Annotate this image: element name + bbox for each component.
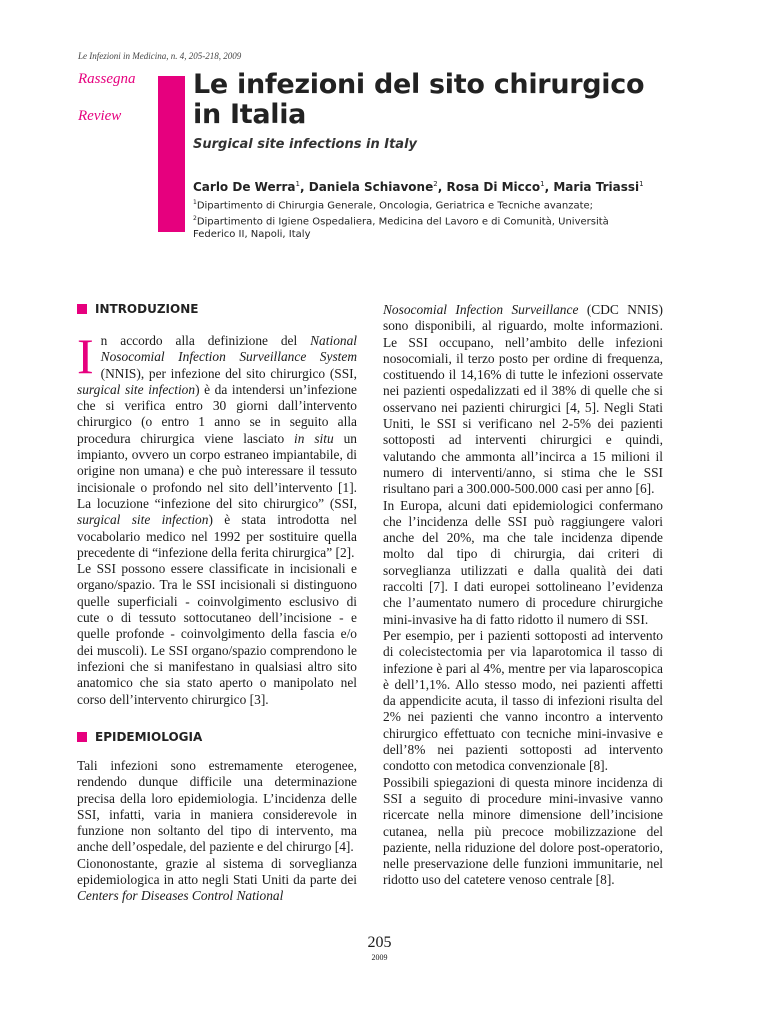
affiliation-1 bbox=[193, 197, 653, 213]
article-title bbox=[193, 70, 644, 130]
right-paragraph-2: In Europa, alcuni dati epidemiologici confermano che l’incidenza delle SSI può raggiungere valori anche del 20%, ma che tale incidenza dipende molto dal tipo di chirurgia, dai criteri di sorveglianza utilizzati e dalla qualità dei dati raccolti [7]. I dati europei sottolineano l’evidenza che l’aumentato numero di procedure chirurgiche mini-invasive ha di fatto ridotto il numero di SSI. bbox=[383, 497, 663, 627]
section-label-review: Review bbox=[78, 108, 122, 124]
intro-column bbox=[77, 328, 357, 708]
section-label-rassegna: Rassegna bbox=[78, 71, 136, 87]
page-number: 205 bbox=[367, 934, 392, 951]
epi-column bbox=[77, 758, 357, 905]
author-list: Carlo De Werra$^1$, Daniela Schiavone$^2$, Rosa Di Micco$^1$, Maria Triassi$^1$ bbox=[193, 180, 644, 194]
author-sup: 1 bbox=[639, 180, 644, 188]
title-line-1: Le infezioni del sito chirurgico bbox=[193, 69, 645, 100]
title-line-2: in Italia bbox=[193, 99, 307, 130]
intro-paragraph-2: Le SSI possono essere classificate in incisionali e organo/spazio. Tra le SSI incisionali si distinguono quelle superficiali - coinvolgimento esclusivo di cute o di tessuto sottocutaneo dell’incisione - e quelle profonde - coinvolgimento della fascia e/o dei muscoli). Le SSI organo/spazio comprendono le infezioni che si manifestano in qualsiasi altro sito anatomico che sia stato aperto o manipolato nel corso dell’intervento chirurgico [3]. bbox=[77, 561, 357, 707]
heading-text: EPIDEMIOLOGIA bbox=[95, 730, 203, 744]
heading-text: INTRODUZIONE bbox=[95, 302, 199, 316]
affiliation-sup: 2 bbox=[193, 214, 197, 222]
author-sup: 1 bbox=[295, 180, 300, 188]
epi-paragraph-1: Tali infezioni sono estremamente eterogenee, rendendo dunque difficile una determinazione precisa della loro epidemiologia. L’incidenza delle SSI, infatti, varia in maniera considerevole in funzione non soltanto del tipo di intervento, ma anche dell’ospedale, del paziente e del chirurgo [4]. bbox=[77, 758, 357, 855]
heading-square-marker bbox=[77, 732, 87, 742]
heading-square-marker bbox=[77, 304, 87, 314]
affiliations bbox=[193, 197, 653, 241]
accent-bar bbox=[158, 76, 185, 232]
affiliation-sup: 1 bbox=[193, 199, 197, 206]
author-name: Maria Triassi bbox=[553, 180, 640, 194]
epi-paragraph-2: Ciononostante, grazie al sistema di sorveglianza epidemiologica in atto negli Stati Uniti da parte dei Centers for Diseases Control National bbox=[77, 855, 357, 904]
author-name: Daniela Schiavone bbox=[308, 180, 434, 194]
page-year: 2009 bbox=[371, 953, 388, 962]
heading-introduzione bbox=[77, 302, 198, 316]
author-name: Carlo De Werra bbox=[193, 180, 296, 194]
right-column bbox=[383, 302, 663, 889]
affiliation-2 bbox=[193, 213, 653, 241]
right-paragraph-4: Possibili spiegazioni di questa minore incidenza di SSI a seguito di procedure mini-invasive vanno ricercate nella minore dimensione dell’incisione cutanea, nella più precoce mobilizzazione del paziente, nella riduzione del dolore post-operatorio, nelle preservazione delle funzioni immunitarie, nel ridotto uso del catetere venoso centrale [8]. bbox=[383, 774, 663, 888]
affiliation-text: Dipartimento di Chirurgia Generale, Oncologia, Geriatrica e Tecniche avanzate; bbox=[196, 200, 594, 212]
intro-paragraph-1: In accordo alla definizione del National Nosocomial Infection Surveillance System (NNIS), per infezione del sito chirurgico (SSI, surgical site infection) è da intendersi un’infezione che si verifica entro 30 giorni dall’intervento chirurgico (o entro 1 anno se in seguito alla procedura chirurgica viene lasciato in situ un impianto, ovvero un corpo estraneo impiantabile, di origine non umana) e che può interessare il tessuto incisionale o profondo nel sito dell’intervento [1]. La locuzione “infezione del sito chirurgico” (SSI, surgical site infection) è stata introdotta nel vocabolario medico nel 1992 per sostituire quella precedente di “infezione della ferita chirurgica” [2]. bbox=[77, 328, 357, 560]
author-sup: 1 bbox=[540, 180, 545, 188]
drop-cap: I bbox=[77, 328, 94, 384]
right-paragraph-1: Nosocomial Infection Surveillance (CDC NNIS) sono disponibili, al riguardo, molte informazioni. Le SSI occupano, nell’ambito delle infezioni nosocomiali, il terzo posto per ordine di frequenza, costituendo il 14,16% di tutte le infezioni osservate nei pazienti ospedalizzati ed il 38% di quelle che si osservano nei pazienti chirurgici [4, 5]. Negli Stati Uniti, le SSI si verificano nel 2-5% dei pazienti sottoposti ad interventi chirurgici e quindi, valutando che ammonta all’incirca a 15 milioni il numero di interventi/anno, si stima che le SSI risultano pari a 300.000-500.000 casi per anno [6]. bbox=[383, 302, 663, 497]
heading-epidemiologia bbox=[77, 730, 202, 744]
article-subtitle: Surgical site infections in Italy bbox=[193, 137, 418, 152]
journal-reference: Le Infezioni in Medicina, n. 4, 205-218, 2009 bbox=[78, 51, 242, 61]
right-paragraph-3: Per esempio, per i pazienti sottoposti ad intervento di colecistectomia per via laparotomica il tasso di infezione è pari al 4%, mentre per via laparoscopica è dell’1,1%. Allo stesso modo, nei pazienti affetti da appendicite acuta, il tasso di infezioni risulta del 2% nei pazienti che vanno incontro a intervento chirurgico effettuato con tecniche mini-invasive e dell’8% nei pazienti sottoposti ad intervento condotto con metodica convenzionale [8]. bbox=[383, 627, 663, 774]
affiliation-text: Dipartimento di Igiene Ospedaliera, Medicina del Lavoro e di Comunità, Università Federico II, Napoli, Italy bbox=[193, 216, 609, 240]
author-sup: 2 bbox=[433, 180, 438, 188]
author-name: Rosa Di Micco bbox=[446, 180, 541, 194]
